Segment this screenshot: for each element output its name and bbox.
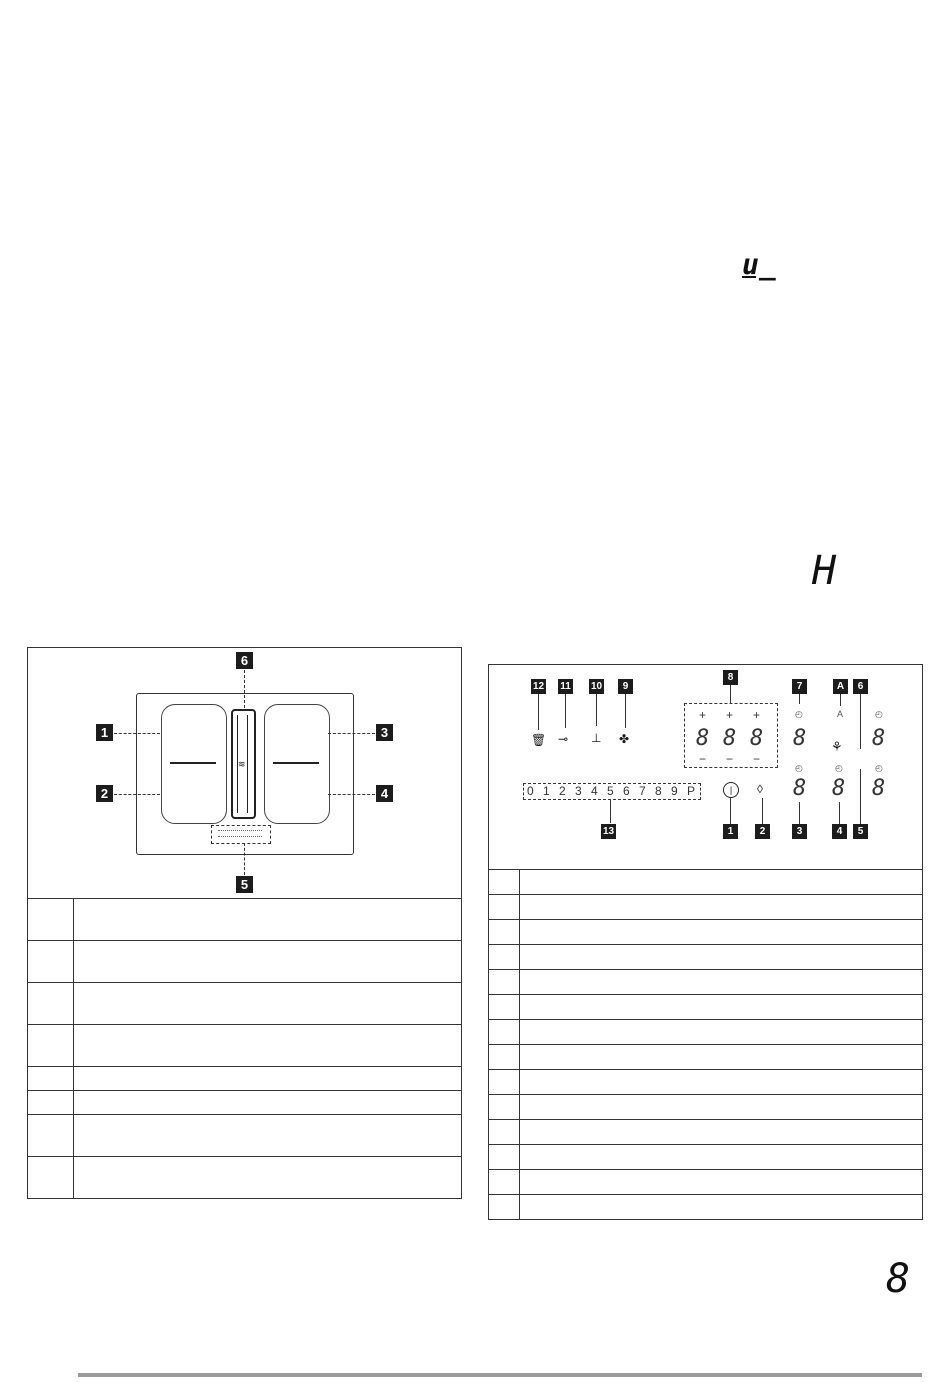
auto-label[interactable]: A (837, 709, 844, 719)
control-panel-diagram (488, 664, 923, 870)
scale-level-p[interactable]: P (687, 784, 696, 798)
control-strip-outline (211, 825, 271, 844)
callout-13: 13 (602, 826, 615, 837)
fan-display: 8 (872, 726, 886, 751)
table-row (28, 1115, 462, 1157)
callout-1: 1 (96, 724, 113, 741)
zone-display-1: 8 (696, 726, 710, 751)
timer-display-lower-3: 8 (872, 776, 886, 801)
table-row (28, 1157, 462, 1199)
callout-9: 9 (618, 679, 633, 694)
residual-heat-glyph: H (812, 548, 837, 594)
callout-3: 3 (792, 824, 807, 839)
table-row (489, 1145, 923, 1170)
fan-icon[interactable]: ⚘ (831, 739, 843, 754)
callout-4: 4 (376, 785, 393, 802)
timer-display-lower-1: 8 (793, 776, 807, 801)
vent-symbol-icon: ≋ (238, 759, 246, 769)
table-row (489, 1095, 923, 1120)
timer-icon-lower-3[interactable]: ◴ (875, 763, 883, 773)
footer-rule (78, 1373, 922, 1377)
callout-7: 7 (792, 679, 807, 694)
scale-level-4[interactable]: 4 (591, 784, 598, 798)
callout-10: 10 (590, 681, 603, 692)
timer-icon-upper-2[interactable]: ◴ (875, 709, 883, 719)
callout-2: 2 (755, 824, 770, 839)
table-row (28, 1091, 462, 1115)
table-row (489, 1170, 923, 1195)
scale-level-2[interactable]: 2 (559, 784, 566, 798)
zone-display-2: 8 (723, 726, 737, 751)
scale-level-6[interactable]: 6 (623, 784, 630, 798)
table-row (489, 1020, 923, 1045)
scale-level-0[interactable]: 0 (527, 784, 534, 798)
table-row (489, 970, 923, 995)
scale-level-5[interactable]: 5 (607, 784, 614, 798)
table-row (28, 1025, 462, 1067)
hob-diagram-panel (27, 647, 462, 899)
plus-button-2[interactable]: + (726, 708, 734, 722)
key-lock-icon[interactable]: ⊸ (558, 732, 569, 746)
zone-bridge-line-right (273, 762, 319, 764)
timer-icon-lower-1[interactable]: ◴ (795, 763, 803, 773)
table-row (489, 1070, 923, 1095)
cooking-zone-left (161, 704, 227, 824)
bin-icon[interactable]: 🗑 (531, 733, 547, 747)
table-row (28, 983, 462, 1025)
callout-3: 3 (376, 724, 393, 741)
flame-icon[interactable]: ◊ (757, 782, 763, 796)
callout-6: 6 (236, 652, 253, 669)
callout-8: 8 (723, 670, 738, 685)
table-row (489, 870, 923, 895)
pan-symbol-glyph: u̲ (742, 248, 776, 281)
table-row (489, 1120, 923, 1145)
scale-level-1[interactable]: 1 (543, 784, 550, 798)
scale-level-9[interactable]: 9 (671, 784, 678, 798)
table-row (489, 920, 923, 945)
digit-glyph: 8 (886, 1256, 911, 1302)
callout-5: 5 (236, 876, 253, 893)
table-row (28, 941, 462, 983)
scale-level-3[interactable]: 3 (575, 784, 582, 798)
timer-icon-lower-2[interactable]: ◴ (835, 763, 843, 773)
cooking-zone-right (264, 704, 330, 824)
pause-icon[interactable]: ⊥ (591, 731, 602, 745)
plus-button-3[interactable]: + (753, 708, 761, 722)
scale-level-8[interactable]: 8 (655, 784, 662, 798)
callout-5: 5 (853, 824, 868, 839)
callout-6: 6 (853, 679, 868, 694)
callout-2: 2 (96, 785, 113, 802)
table-row (489, 945, 923, 970)
clover-icon[interactable]: ✤ (619, 732, 630, 746)
table-row (489, 995, 923, 1020)
downdraft-vent (231, 709, 256, 819)
zone-display-3: 8 (750, 726, 764, 751)
callout-a: A (833, 679, 848, 694)
power-button[interactable]: | (723, 782, 739, 798)
timer-icon-upper-1[interactable]: ◴ (795, 709, 803, 719)
table-row (489, 1045, 923, 1070)
callout-1: 1 (723, 824, 738, 839)
hob-legend-table (27, 898, 462, 1199)
minus-button-2[interactable]: − (726, 752, 734, 766)
callout-4: 4 (832, 824, 847, 839)
plus-button-1[interactable]: + (699, 708, 707, 722)
zone-bridge-line-left (170, 762, 216, 764)
minus-button-3[interactable]: − (753, 752, 761, 766)
control-panel-legend-table (488, 869, 923, 1220)
minus-button-1[interactable]: − (699, 752, 707, 766)
callout-12: 12 (532, 681, 545, 692)
table-row (28, 899, 462, 941)
table-row (489, 895, 923, 920)
power-scale-slider[interactable] (523, 783, 701, 800)
table-row (28, 1067, 462, 1091)
callout-11: 11 (558, 679, 573, 694)
scale-level-7[interactable]: 7 (639, 784, 646, 798)
timer-display-upper: 8 (793, 726, 807, 751)
table-row (489, 1195, 923, 1220)
timer-display-lower-2: 8 (832, 776, 846, 801)
